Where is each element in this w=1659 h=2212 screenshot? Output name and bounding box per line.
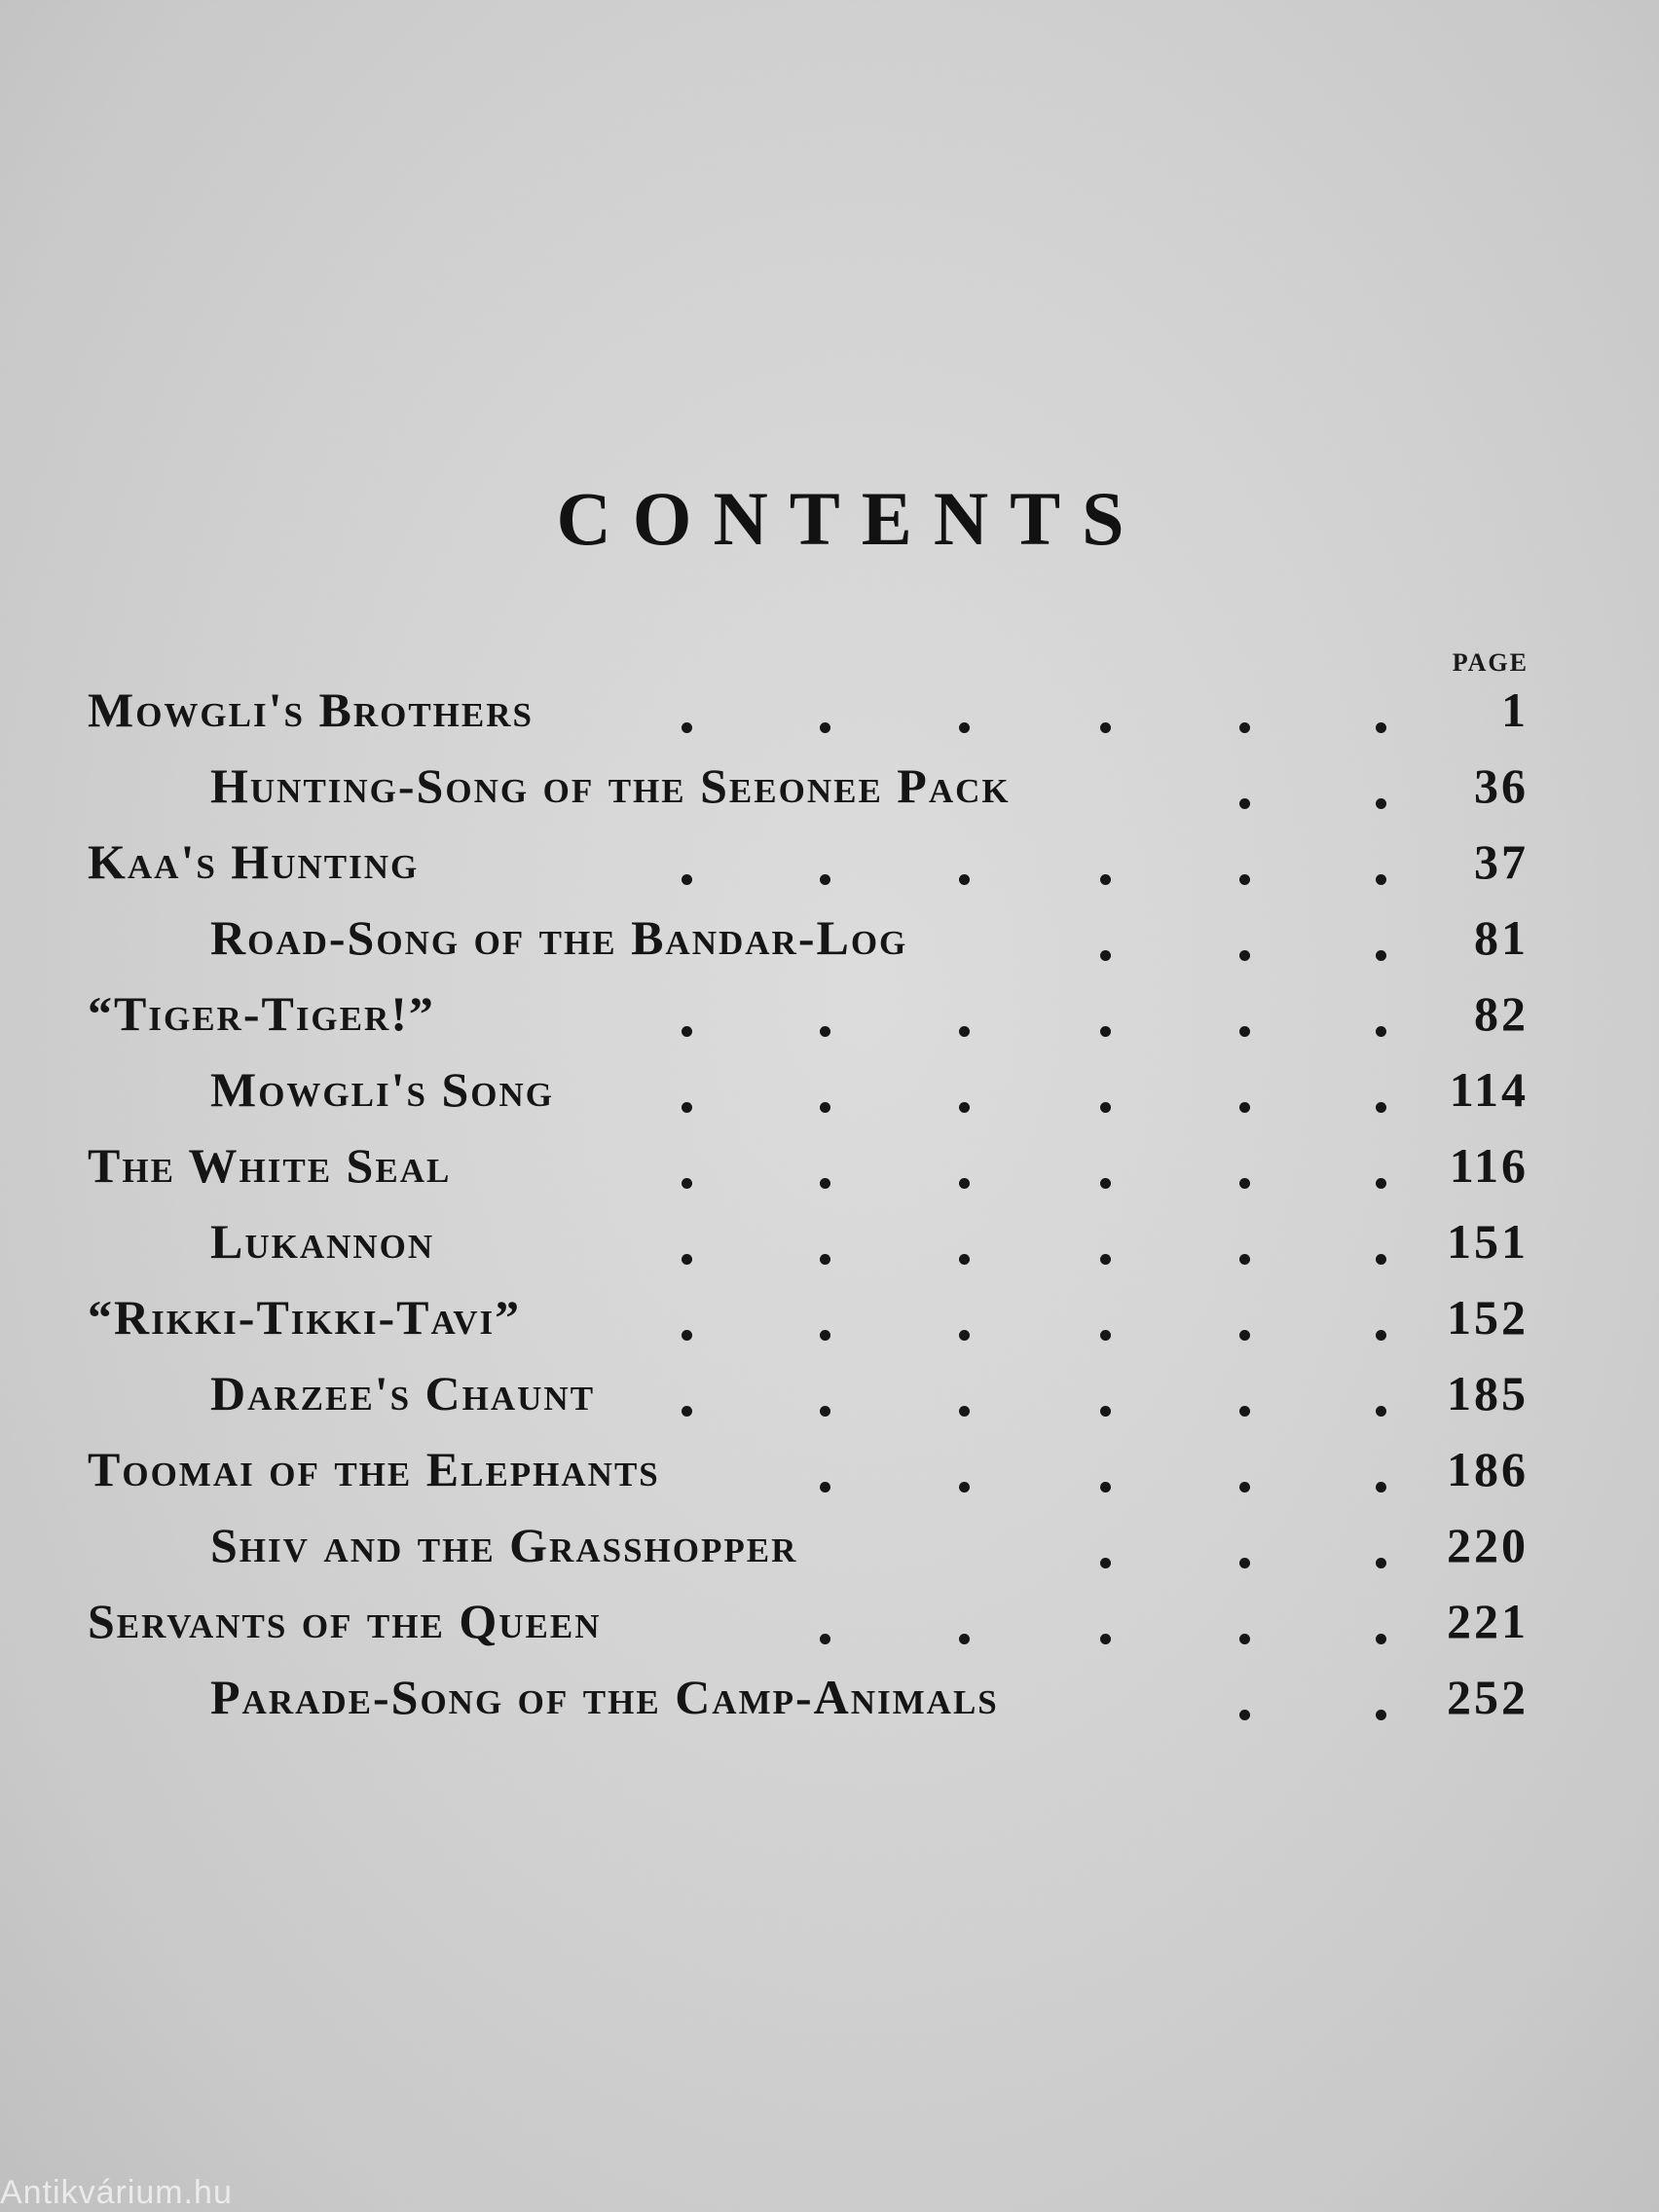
dot-leader: [0, 1213, 1659, 1289]
leader-dot: [1239, 798, 1250, 809]
leader-dot: [1100, 1178, 1111, 1189]
leader-dot: [1239, 1026, 1250, 1037]
toc-entry-title: “Rikki-Tikki-Tavi”: [88, 1290, 522, 1345]
toc-entry-page: 221: [1447, 1594, 1529, 1648]
leader-dot: [682, 874, 692, 885]
leader-dot: [682, 1254, 692, 1265]
page-column-label: PAGE: [1452, 648, 1529, 677]
leader-dot: [959, 1330, 970, 1341]
toc-entry-page: 37: [1474, 834, 1529, 889]
toc-entry-title: Hunting-Song of the Seeonee Pack: [210, 758, 1011, 813]
leader-dot: [682, 1330, 692, 1341]
leader-dot: [1376, 1102, 1386, 1113]
leader-dot: [1239, 1178, 1250, 1189]
leader-dot: [959, 1482, 970, 1493]
leader-dot: [1239, 1330, 1250, 1341]
leader-dot: [1376, 798, 1386, 809]
toc-entry: [0, 1061, 1659, 1137]
toc-entry: [0, 1669, 1659, 1745]
dot-leader: [0, 682, 1659, 757]
leader-dot: [1100, 1634, 1111, 1644]
leader-dot: [1239, 1254, 1250, 1265]
page-title: CONTENTS: [556, 476, 1146, 561]
leader-dot: [1239, 1102, 1250, 1113]
toc-entry: [0, 1593, 1659, 1669]
toc-entry-page: 36: [1474, 758, 1529, 813]
leader-dot: [1239, 1406, 1250, 1417]
leader-dot: [1376, 950, 1386, 961]
leader-dot: [1100, 722, 1111, 733]
leader-dot: [1376, 1178, 1386, 1189]
leader-dot: [1100, 1482, 1111, 1493]
dot-leader: [0, 985, 1659, 1061]
toc-entry: [0, 682, 1659, 757]
leader-dot: [820, 1102, 830, 1113]
toc-entry-page: 151: [1447, 1214, 1529, 1269]
dot-leader: [0, 1137, 1659, 1213]
leader-dot: [1239, 722, 1250, 733]
toc-entry-page: 252: [1447, 1670, 1529, 1724]
dot-leader: [0, 1441, 1659, 1517]
toc-entry-page: 185: [1447, 1366, 1529, 1420]
leader-dot: [1100, 1558, 1111, 1568]
leader-dot: [820, 1026, 830, 1037]
leader-dot: [1239, 1634, 1250, 1644]
leader-dot: [682, 1026, 692, 1037]
toc-entry-title: Mowgli's Brothers: [88, 682, 534, 737]
leader-dot: [682, 722, 692, 733]
leader-dot: [959, 1026, 970, 1037]
leader-dot: [959, 1254, 970, 1265]
leader-dot: [1376, 1482, 1386, 1493]
toc-entry-page: 1: [1501, 682, 1529, 737]
dot-leader: [0, 1669, 1659, 1745]
toc-entry-page: 116: [1449, 1138, 1529, 1193]
dot-leader: [0, 1593, 1659, 1669]
toc-entry-title: Parade-Song of the Camp-Animals: [210, 1670, 999, 1724]
leader-dot: [820, 722, 830, 733]
toc-entry: [0, 1213, 1659, 1289]
leader-dot: [959, 1102, 970, 1113]
toc-entry: [0, 1365, 1659, 1441]
toc-entry: [0, 1289, 1659, 1365]
leader-dot: [1239, 950, 1250, 961]
leader-dot: [1239, 1710, 1250, 1720]
leader-dot: [1376, 1406, 1386, 1417]
leader-dot: [959, 722, 970, 733]
toc-entry-page: 82: [1474, 986, 1529, 1041]
toc-entry: [0, 1441, 1659, 1517]
toc-entry-title: Lukannon: [210, 1214, 435, 1269]
leader-dot: [1376, 874, 1386, 885]
dot-leader: [0, 833, 1659, 909]
watermark: Antikvárium.hu: [0, 2174, 233, 2211]
leader-dot: [1376, 1558, 1386, 1568]
toc-entry-page: 114: [1449, 1062, 1529, 1117]
dot-leader: [0, 1061, 1659, 1137]
leader-dot: [682, 1178, 692, 1189]
leader-dot: [1376, 1330, 1386, 1341]
toc-entry-title: Servants of the Queen: [88, 1594, 602, 1648]
leader-dot: [1100, 874, 1111, 885]
leader-dot: [682, 1102, 692, 1113]
leader-dot: [820, 1482, 830, 1493]
leader-dot: [820, 874, 830, 885]
leader-dot: [1100, 1026, 1111, 1037]
leader-dot: [1376, 1710, 1386, 1720]
toc-entry-title: Mowgli's Song: [210, 1062, 554, 1117]
toc-entry: [0, 985, 1659, 1061]
toc-entry-title: Shiv and the Grasshopper: [210, 1518, 798, 1572]
leader-dot: [1376, 722, 1386, 733]
dot-leader: [0, 1517, 1659, 1593]
leader-dot: [1239, 1558, 1250, 1568]
leader-dot: [820, 1330, 830, 1341]
leader-dot: [1376, 1254, 1386, 1265]
leader-dot: [1376, 1634, 1386, 1644]
leader-dot: [1376, 1026, 1386, 1037]
dot-leader: [0, 1365, 1659, 1441]
leader-dot: [959, 1406, 970, 1417]
toc-entry: [0, 833, 1659, 909]
toc-entry-title: Road-Song of the Bandar-Log: [210, 910, 908, 965]
leader-dot: [820, 1634, 830, 1644]
toc-entry-page: 186: [1447, 1442, 1529, 1496]
toc-entry: [0, 1517, 1659, 1593]
leader-dot: [1100, 950, 1111, 961]
toc-entry-page: 220: [1447, 1518, 1529, 1572]
dot-leader: [0, 1289, 1659, 1365]
toc-entry: [0, 1137, 1659, 1213]
dot-leader: [0, 757, 1659, 833]
toc-entry-page: 81: [1474, 910, 1529, 965]
leader-dot: [682, 1406, 692, 1417]
leader-dot: [1100, 1254, 1111, 1265]
leader-dot: [959, 1634, 970, 1644]
dot-leader: [0, 909, 1659, 985]
leader-dot: [1239, 1482, 1250, 1493]
toc-entry-title: “Tiger-Tiger!”: [88, 986, 435, 1041]
leader-dot: [820, 1406, 830, 1417]
toc-entry-page: 152: [1447, 1290, 1529, 1345]
leader-dot: [1100, 1102, 1111, 1113]
toc-entry-title: Darzee's Chaunt: [210, 1366, 596, 1420]
toc-entry-title: The White Seal: [88, 1138, 452, 1193]
leader-dot: [1239, 874, 1250, 885]
leader-dot: [1100, 1406, 1111, 1417]
toc-entry-title: Kaa's Hunting: [88, 834, 420, 889]
toc-entry: [0, 909, 1659, 985]
leader-dot: [1100, 1330, 1111, 1341]
toc-entry-title: Toomai of the Elephants: [88, 1442, 660, 1496]
leader-dot: [820, 1254, 830, 1265]
leader-dot: [820, 1178, 830, 1189]
toc-entry: [0, 757, 1659, 833]
leader-dot: [959, 1178, 970, 1189]
leader-dot: [959, 874, 970, 885]
